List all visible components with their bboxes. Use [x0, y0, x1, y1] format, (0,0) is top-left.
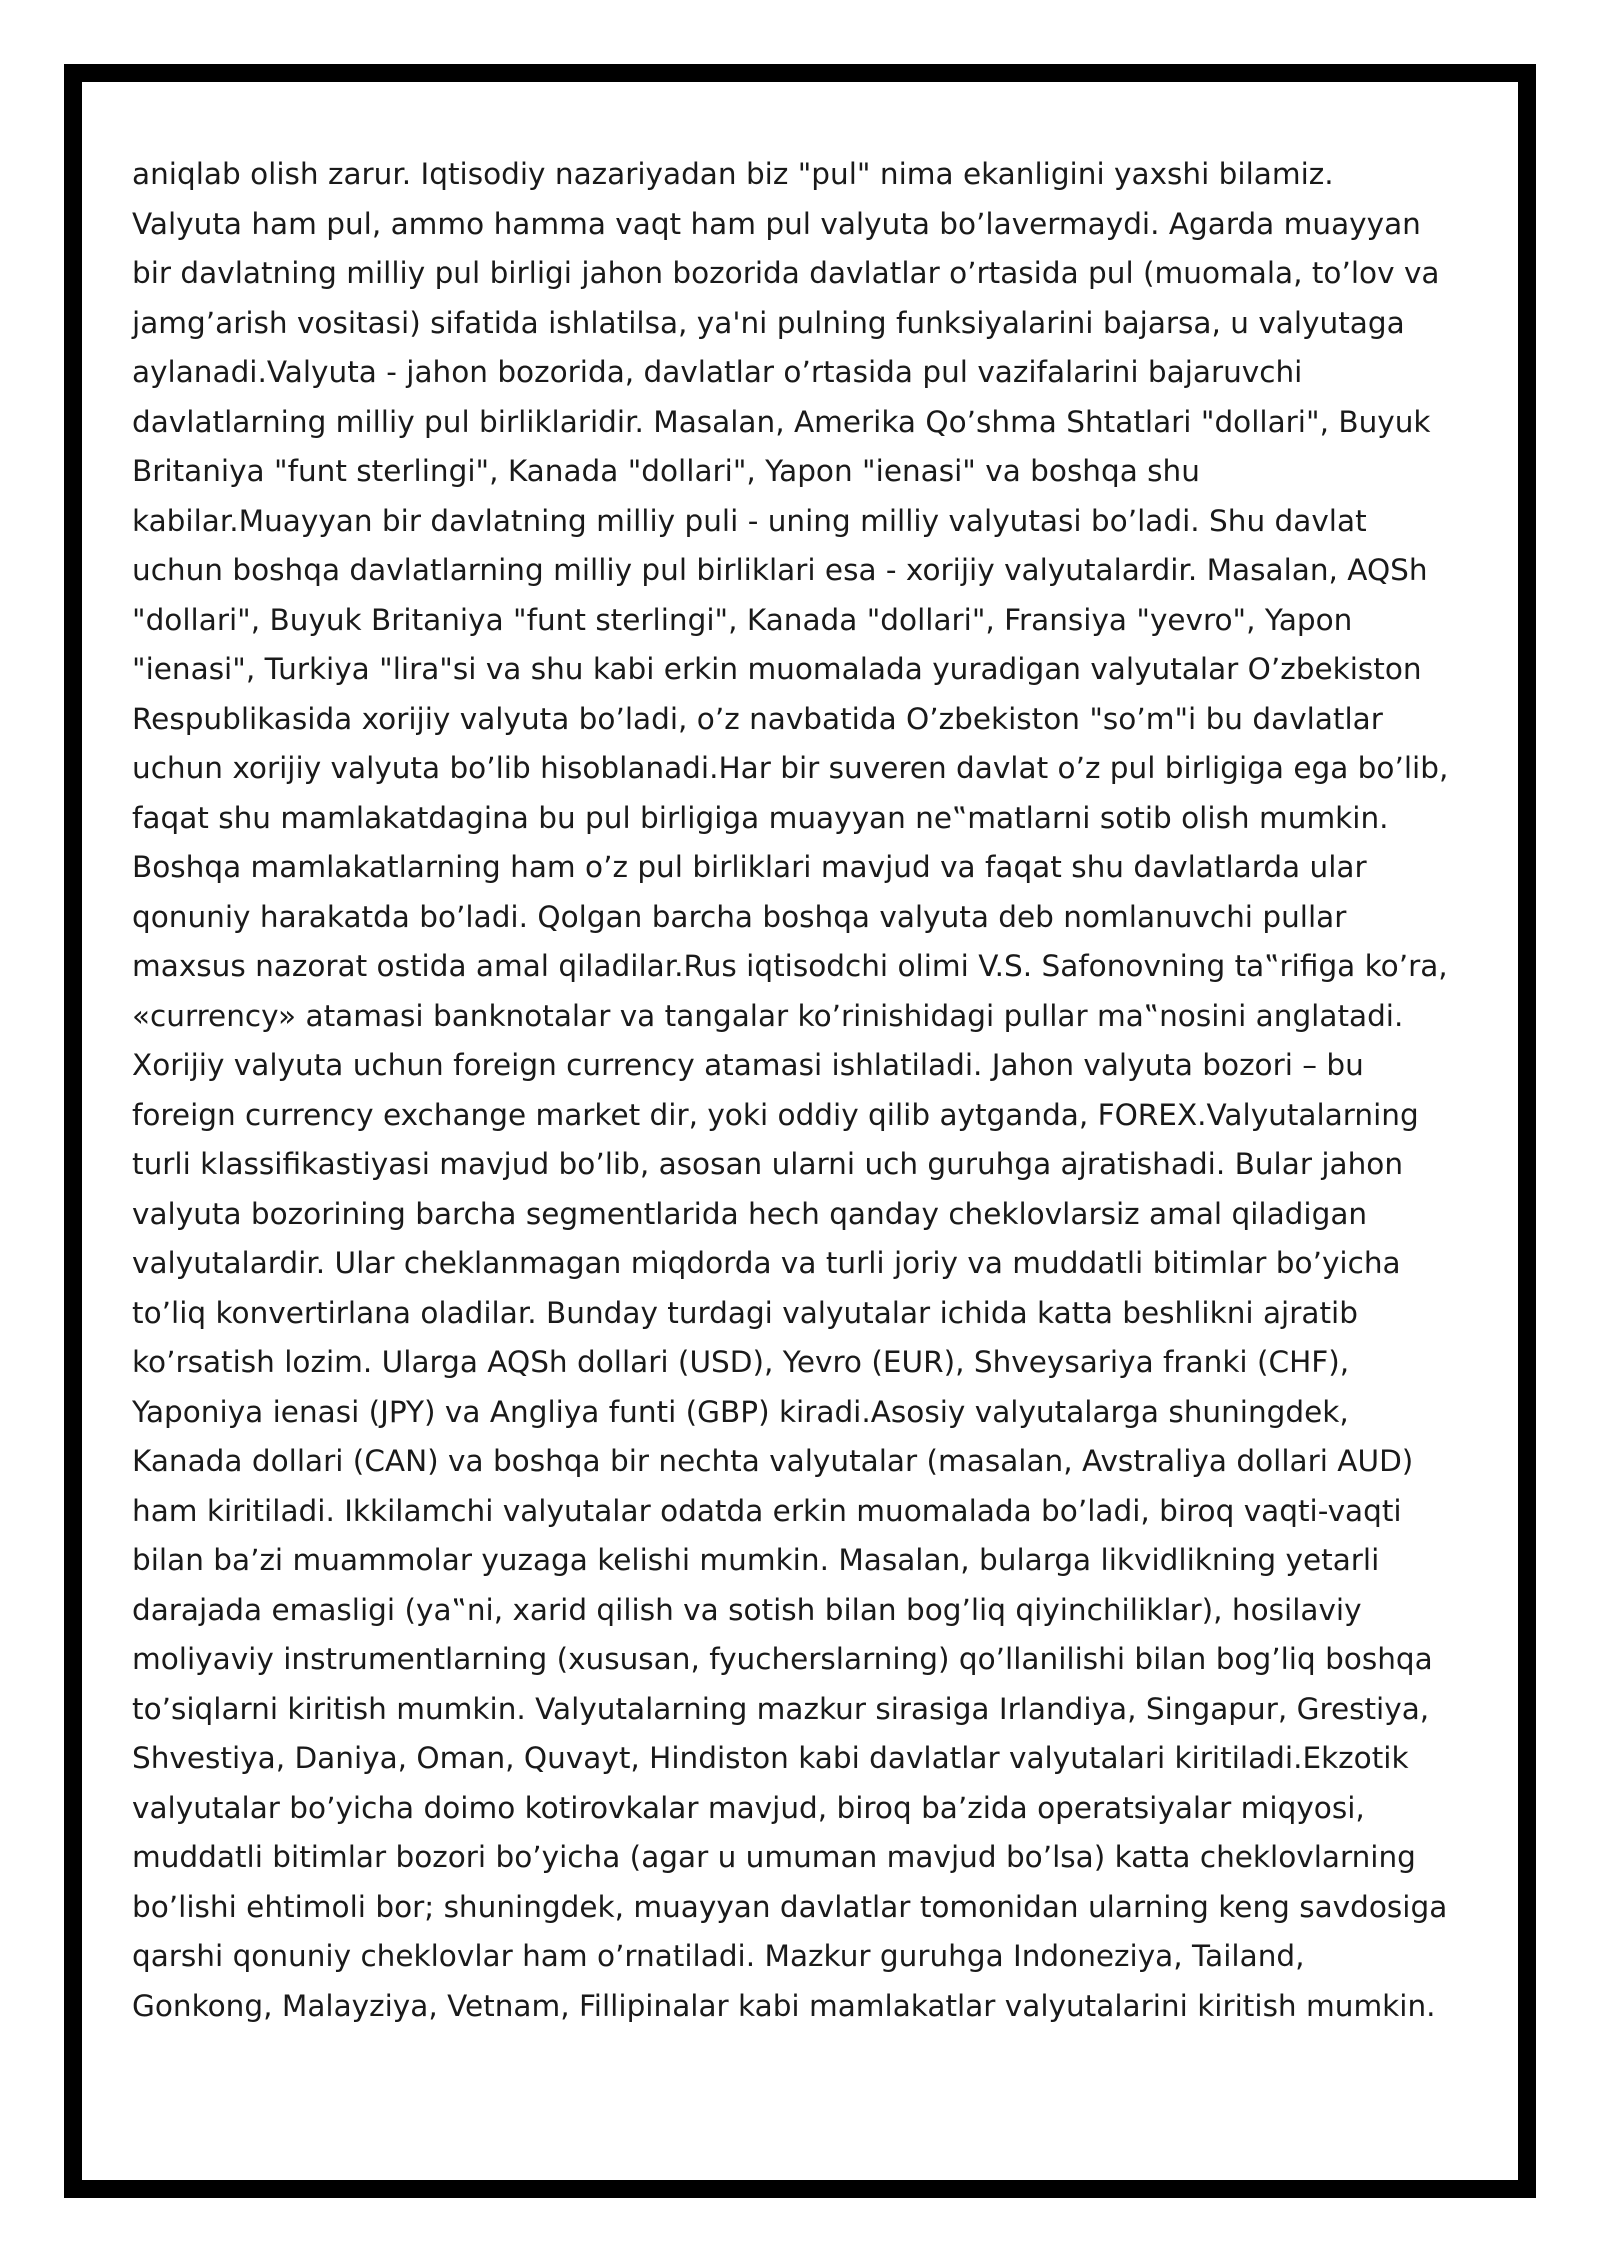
text-line: "ienasi", Turkiya "lira"si va shu kabi erkin muomalada yuradigan valyutalar O’zbekiston	[132, 652, 1422, 686]
text-line: jamg’arish vositasi) sifatida ishlatilsa, ya'ni pulning funksiyalarini bajarsa, u valyutaga	[132, 305, 1405, 340]
text-line: maxsus nazorat ostida amal qiladilar.Rus iqtisodchi olimi V.S. Safonovning ta‟rifiga ko’ra,	[132, 949, 1448, 983]
text-line: valyuta bozorining barcha segmentlarida hech qanday cheklovlarsiz amal qiladigan	[132, 1196, 1368, 1231]
text-line: Respublikasida xorijiy valyuta bo’ladi, o’z navbatida O’zbekiston "so’m"i bu davlatlar	[132, 701, 1383, 736]
text-line: ko’rsatish lozim. Ularga AQSh dollari (USD), Yevro (EUR), Shveysariya franki (CHF),	[132, 1345, 1350, 1379]
text-line: faqat shu mamlakatdagina bu pul birligiga muayyan ne‟matlarni sotib olish mumkin.	[132, 800, 1389, 835]
text-line: to’liq konvertirlana oladilar. Bunday turdagi valyutalar ichida katta beshlikni ajratib	[132, 1295, 1358, 1330]
text-line: ham kiritiladi. Ikkilamchi valyutalar odatda erkin muomalada bo’ladi, biroq vaqti-vaqti	[132, 1493, 1402, 1528]
text-line: uchun boshqa davlatlarning milliy pul birliklari esa - xorijiy valyutalardir. Masalan, AQSh	[132, 553, 1428, 587]
text-line: valyutalardir. Ular cheklanmagan miqdorda va turli joriy va muddatli bitimlar bo’yicha	[132, 1246, 1401, 1280]
text-line: aniqlab olish zarur. Iqtisodiy nazariyadan biz "pul" nima ekanligini yaxshi bilamiz.	[132, 157, 1334, 191]
text-line: Xorijiy valyuta uchun foreign currency atamasi ishlatiladi. Jahon valyuta bozori – bu	[132, 1048, 1364, 1082]
text-line: turli klassifikastiyasi mavjud bo’lib, asosan ularni uch guruhga ajratishadi. Bular jahon	[132, 1147, 1404, 1181]
text-line: uchun xorijiy valyuta bo’lib hisoblanadi.Har bir suveren davlat o’z pul birligiga ega bo’lib,	[132, 751, 1449, 785]
text-line: to’siqlarni kiritish mumkin. Valyutalarning mazkur sirasiga Irlandiya, Singapur, Grestiya,	[132, 1691, 1430, 1726]
text-line: bilan ba’zi muammolar yuzaga kelishi mumkin. Masalan, bularga likvidlikning yetarli	[132, 1543, 1380, 1577]
text-line: «currency» atamasi banknotalar va tangalar ko’rinishidagi pullar ma‟nosini anglatadi.	[132, 998, 1404, 1033]
text-line: "dollari", Buyuk Britaniya "funt sterlingi", Kanada "dollari", Fransiya "yevro", Yapon	[132, 602, 1353, 637]
text-line: qonuniy harakatda bo’ladi. Qolgan barcha boshqa valyuta deb nomlanuvchi pullar	[132, 899, 1347, 934]
text-line: bo’lishi ehtimoli bor; shuningdek, muayyan davlatlar tomonidan ularning keng savdosiga	[132, 1889, 1448, 1924]
text-line: qarshi qonuniy cheklovlar ham o’rnatiladi. Mazkur guruhga Indoneziya, Tailand,	[132, 1939, 1305, 1973]
text-line: moliyaviy instrumentlarning (xususan, fyucherslarning) qo’llanilishi bilan bog’liq boshqa	[132, 1642, 1433, 1676]
text-line: davlatlarning milliy pul birliklaridir. Masalan, Amerika Qo’shma Shtatlari "dollari", Buyuk	[132, 404, 1431, 439]
text-line: Boshqa mamlakatlarning ham o’z pul birliklari mavjud va faqat shu davlatlarda ular	[132, 850, 1367, 884]
text-line: Valyuta ham pul, ammo hamma vaqt ham pul valyuta bo’lavermaydi. Agarda muayyan	[132, 206, 1421, 241]
text-line: Yaponiya ienasi (JPY) va Angliya funti (GBP) kiradi.Asosiy valyutalarga shuningdek,	[132, 1394, 1349, 1429]
text-line: valyutalar bo’yicha doimo kotirovkalar mavjud, biroq ba’zida operatsiyalar miqyosi,	[132, 1790, 1365, 1825]
text-line: Gonkong, Malayziya, Vetnam, Fillipinalar kabi mamlakatlar valyutalarini kiritish mumkin.	[132, 1988, 1436, 2023]
body-text	[132, 150, 1482, 2031]
text-line: muddatli bitimlar bozori bo’yicha (agar u umuman mavjud bo’lsa) katta cheklovlarning	[132, 1840, 1416, 1874]
text-line: Kanada dollari (CAN) va boshqa bir nechta valyutalar (masalan, Avstraliya dollari AUD)	[132, 1444, 1414, 1478]
text-line: Britaniya "funt sterlingi", Kanada "dollari", Yapon "ienasi" va boshqa shu	[132, 454, 1200, 488]
text-line: darajada emasligi (ya‟ni, xarid qilish va sotish bilan bog’liq qiyinchiliklar), hosilaviy	[132, 1592, 1362, 1627]
text-line: aylanadi.Valyuta - jahon bozorida, davlatlar o’rtasida pul vazifalarini bajaruvchi	[132, 355, 1303, 389]
text-line: foreign currency exchange market dir, yoki oddiy qilib aytganda, FOREX.Valyutalarning	[132, 1097, 1419, 1132]
text-line: Shvestiya, Daniya, Oman, Quvayt, Hindiston kabi davlatlar valyutalari kiritiladi.Ekzotik	[132, 1741, 1409, 1775]
text-line: bir davlatning milliy pul birligi jahon bozorida davlatlar o’rtasida pul (muomala, to’lov va	[132, 256, 1440, 290]
text-line: kabilar.Muayyan bir davlatning milliy puli - uning milliy valyutasi bo’ladi. Shu davlat	[132, 503, 1367, 538]
